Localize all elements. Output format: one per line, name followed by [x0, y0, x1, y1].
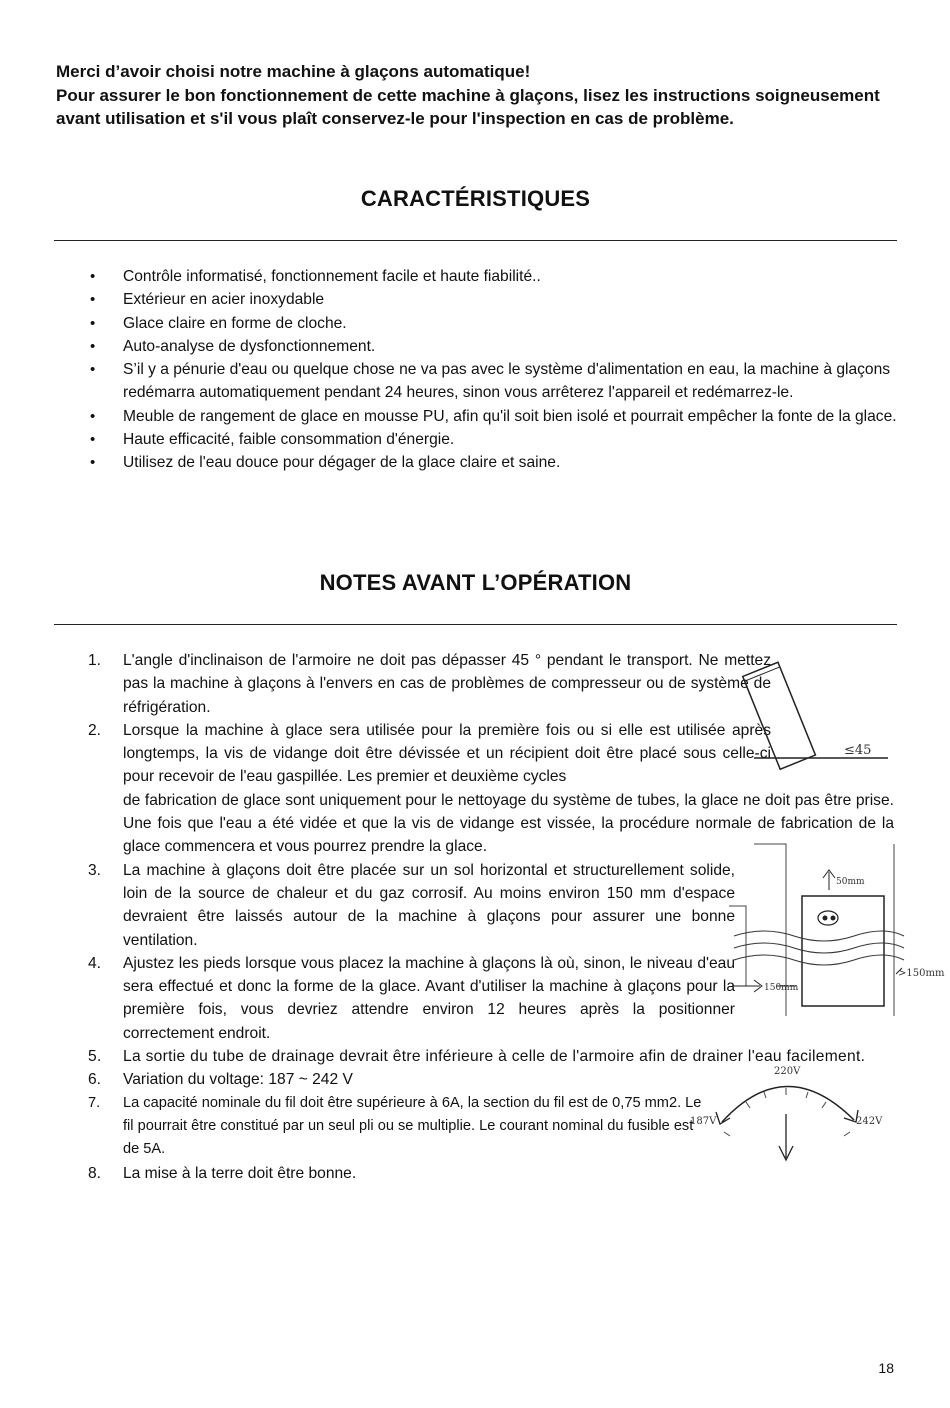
clearance-right-label: >150mm	[898, 968, 945, 979]
clearance-side-label: 150mm	[764, 983, 799, 993]
note-text-continued: de fabrication de glace sont uniquement pour le nettoyage du système de tubes, la glace ne doit pas être prise. Une fois que l'eau a été vidée et que la vis de vidange est vissée, la procédure normale de fabrication de la glace commencera et vous pourrez prendre la glace.	[123, 791, 894, 856]
note-number: 6.	[88, 1071, 102, 1089]
list-item: • Utilisez de l'eau douce pour dégager de la glace claire et saine.	[90, 451, 898, 474]
list-item: • S’il y a pénurie d'eau ou quelque chose ne va pas avec le système d'alimentation en eau, la machine à glaçons redémarra automatiquement pendant 24 heures, sinon vous arrêterez l'appareil et redémarrez-le.	[90, 358, 898, 405]
list-item: • Extérieur en acier inoxydable	[90, 288, 898, 311]
note-number: 2.	[88, 721, 102, 739]
note-text: Ajustez les pieds lorsque vous placez la machine à glaçons là où, sinon, le niveau d'eau sera effectué et donc la forme de la glace. Avant d'utiliser la machine à glaçons pour la première fois, vous devriez attendre environ 12 heures après la positionner correctement endroit.	[123, 954, 735, 1042]
voltage-nominal-label: 220V	[774, 1066, 801, 1077]
list-item: • Meuble de rangement de glace en mousse PU, afin qu'il soit bien isolé et pourrait empêcher la fonte de la glace.	[90, 405, 898, 428]
note-number: 8.	[88, 1164, 102, 1182]
voltage-gauge-drawing	[686, 1062, 896, 1168]
voltage-gauge-figure	[686, 1062, 896, 1168]
note-text: L'angle d'inclinaison de l'armoire ne doit pas dépasser 45 ° pendant le transport. Ne mettez pas la machine à glaçons à l'envers en cas de problèmes de compresseur ou de système de réfrigération.	[123, 652, 771, 716]
list-item: • Glace claire en forme de cloche.	[90, 312, 898, 335]
note-text: La machine à glaçons doit être placée sur un sol horizontal et structurellement solide, loin de la source de chaleur et du gaz corrosif. Au moins environ 150 mm d'espace devraient être laissés autour de la machine à glaçons pour assurer une bonne ventilation.	[123, 861, 735, 949]
list-item	[80, 1092, 707, 1162]
clearance-top-label: 50mm	[836, 877, 865, 887]
clearance-figure	[724, 836, 945, 1021]
list-item	[80, 859, 735, 952]
clearance-drawing	[724, 836, 945, 1021]
tilt-angle-label: ≤45	[844, 743, 872, 758]
notes-title: NOTES AVANT L’OPÉRATION	[319, 570, 632, 595]
features-divider	[54, 240, 897, 241]
features-list	[90, 265, 898, 475]
note-text: La sortie du tube de drainage devrait être inférieure à celle de l'armoire afin de drainer l'eau facilement.	[123, 1048, 866, 1066]
note-text: La mise à la terre doit être bonne.	[123, 1164, 357, 1182]
voltage-min-label: 187V	[690, 1116, 717, 1127]
list-item	[80, 649, 771, 719]
page-number: 18	[878, 1360, 894, 1376]
list-item: • Haute efficacité, faible consommation d'énergie.	[90, 428, 898, 451]
notes-divider	[54, 624, 897, 625]
voltage-max-label: 242V	[856, 1116, 883, 1127]
note-number: 4.	[88, 954, 102, 972]
tilt-angle-drawing	[748, 646, 898, 768]
list-item: • Auto-analyse de dysfonctionnement.	[90, 335, 898, 358]
note-number: 7.	[88, 1094, 101, 1111]
list-item: • Contrôle informatisé, fonctionnement facile et haute fiabilité..	[90, 265, 898, 288]
note-text: Variation du voltage: 187 ~ 242 V	[123, 1071, 353, 1089]
features-title: CARACTÉRISTIQUES	[360, 186, 591, 211]
tilt-angle-figure	[748, 646, 898, 768]
note-number: 3.	[88, 861, 102, 879]
note-number: 5.	[88, 1048, 102, 1066]
list-item	[80, 952, 735, 1045]
note-text: La capacité nominale du fil doit être supérieure à 6A, la section du fil est de 0,75 mm2. Le fil pourrait être constitué par un seul pli ou se multiplie. Le courant nominal du fusible est de 5A.	[123, 1094, 702, 1158]
note-text: Lorsque la machine à glace sera utilisée pour la première fois ou si elle est utilisée après longtemps, la vis de vidange doit être dévissée et un récipient doit être placé sous celle-ci pour recevoir de l'eau gaspillée. Les premier et deuxième cycles	[123, 721, 771, 786]
intro-line-2: Pour assurer le bon fonctionnement de cette machine à glaçons, lisez les instructions soigneusement avant utilisation et s'il vous plaît conservez-le pour l'inspection en cas de problème.	[56, 85, 880, 128]
intro-text	[56, 60, 901, 131]
intro-line-1: Merci d’avoir choisi notre machine à glaçons automatique!	[56, 62, 531, 81]
note-number: 1.	[88, 652, 102, 669]
